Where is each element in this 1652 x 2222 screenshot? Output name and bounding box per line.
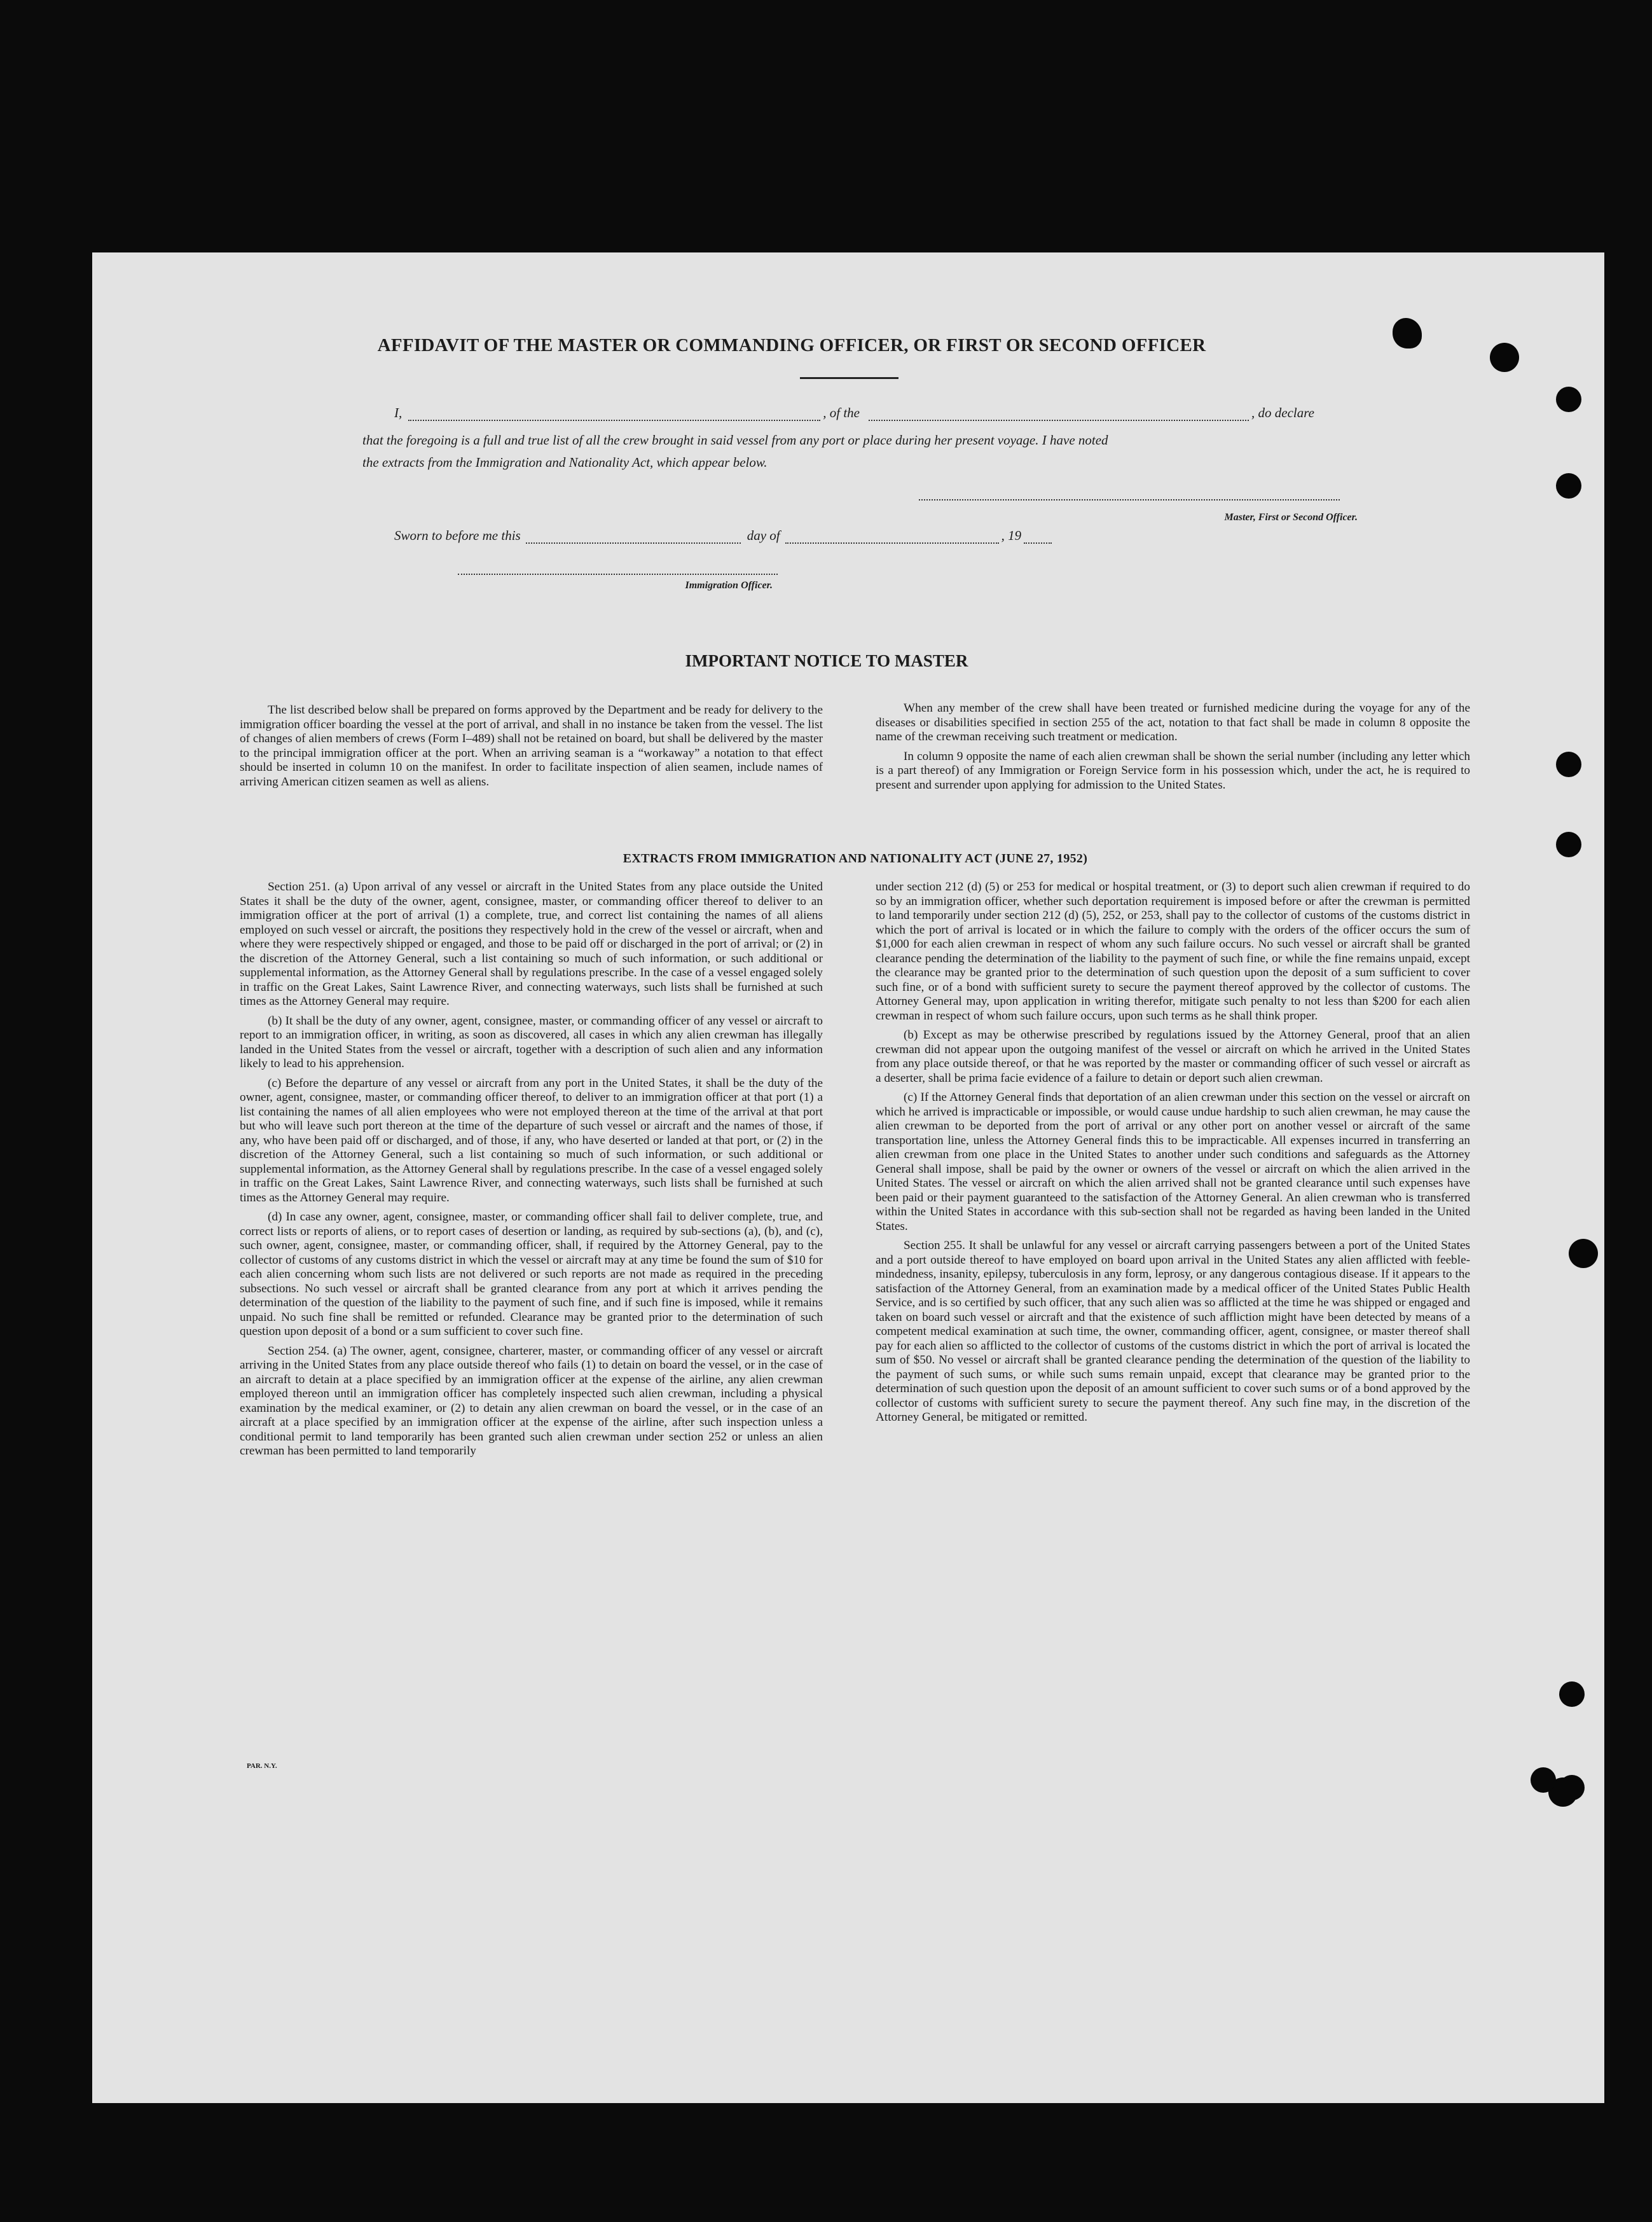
punch-hole <box>1393 318 1422 348</box>
punch-hole <box>1559 1681 1585 1707</box>
affidavit-declare-line <box>394 405 1437 421</box>
notice-paragraph: When any member of the crew shall have been treated or furnished medicine during the voyage for any of the diseases or disabilities specified in section 255 of the act, notation to that fact shall be made in column 8 opposite the name of the crewman receiving such treatment or medication. <box>876 701 1470 743</box>
extract-paragraph: Section 254. (a) The owner, agent, consignee, charterer, master, or commanding officer of any vessel or aircraft arriving in the United States from any place outside thereof who fails (1) to detain on board the vessel, or in the case of an aircraft to detain at a place specified by an immigration officer at the expense of the airline, any alien crewman employed thereon until an immigration officer has completely inspected such alien crewman, including a physical examination by the medical examiner, or (2) to detain any alien crewman on board the vessel, or in the case of an aircraft at a place specified by an immigration officer at the expense of the airline, after such inspection unless a conditional permit to land temporarily has been granted such alien crewman under section 252 or unless an alien crewman has been permitted to land temporarily <box>240 1344 823 1458</box>
day-of-label: day of <box>747 528 780 543</box>
sworn-label: Sworn to before me this <box>394 528 521 543</box>
punch-hole <box>1556 752 1581 777</box>
sworn-day-field[interactable] <box>526 542 741 544</box>
affidavit-statement-line-2: the extracts from the Immigration and Nationality Act, which appear below. <box>362 455 767 470</box>
punch-hole <box>1556 832 1581 857</box>
affidavit-declare-label: , do declare <box>1251 405 1314 420</box>
vessel-name-field[interactable] <box>869 420 1249 421</box>
notice-paragraph: In column 9 opposite the name of each alien crewman shall be shown the serial number (including any letter which is a part thereof) of any Immigration or Foreign Service form in his possession which, under the act, he is required to present and surrender upon applying for admission to the United States. <box>876 749 1470 792</box>
master-name-field[interactable] <box>408 420 820 421</box>
extract-paragraph: Section 255. It shall be unlawful for any vessel or aircraft carrying passengers between a port of the United States and a port outside thereof to have employed on board upon arrival in the United States any alien afflicted with feeble-mindedness, insanity, epilepsy, tuberculosis in any form, leprosy, or any dangerous contagious disease. If it appears to the satisfaction of the Attorney General, from an examination made by a medical officer of the United States Public Health Service, and is so certified by such officer, that any such alien was so afflicted at the time he was shipped or engaged and taken on board such vessel or aircraft and that the existence of such affliction might have been detected by means of a competent medical examination at such time, the owner, commanding officer, agent, consignee, or master thereof shall pay for each alien so afflicted to the collector of customs of the customs district in which the port of arrival is located the sum of $50. No vessel or aircraft shall be granted clearance pending the determination of the question of the liability to the payment of such sums, or while such sums remain unpaid, except that clearance may be granted prior to the determination of such question upon the deposit of an amount sufficient to cover such sums or of a bond approved by the collector of customs with sufficient surety to secure the payment thereof. Any such fine may, in the discretion of the Attorney General, be mitigated or remitted. <box>876 1239 1470 1424</box>
notice-paragraph: The list described below shall be prepared on forms approved by the Department and be ready for delivery to the immigration officer boarding the vessel at the port of arrival, and shall in no instance be taken from the vessel. The list of changes of alien members of crews (Form I–489) shall not be retained on board, but shall be delivered by the master to the principal immigration officer at the port. When an arriving seaman is a “workaway” a notation to that effect should be inserted in column 10 on the manifest. In order to facilitate inspection of alien seamen, include names of arriving American citizen seamen as well as aliens. <box>240 703 823 789</box>
punch-hole <box>1531 1767 1556 1793</box>
notice-left-column <box>240 703 823 794</box>
punch-hole <box>1556 387 1581 412</box>
extracts-title: EXTRACTS FROM IMMIGRATION AND NATIONALITY ACT (JUNE 27, 1952) <box>623 852 1088 866</box>
printer-mark: PAR. N.Y. <box>247 1762 277 1770</box>
affidavit-i-label: I, <box>394 405 403 420</box>
extract-paragraph: (b) Except as may be otherwise prescribed by regulations issued by the Attorney General, proof that an alien crewman did not appear upon the outgoing manifest of the vessel or aircraft on which he arrived in the United States from any place outside thereof, or that he was reported by the master or commanding officer of such vessel or aircraft as a deserter, shall be prima facie evidence of a failure to detain or deport such alien crewman. <box>876 1028 1470 1085</box>
sworn-year-field[interactable] <box>1024 542 1052 544</box>
extract-paragraph: (b) It shall be the duty of any owner, agent, consignee, master, or commanding officer of any vessel or aircraft to report to an immigration officer, in writing, as soon as discovered, all cases in which any alien crewman has illegally landed in the United States from the vessel or aircraft, together with a description of such alien and any information likely to lead to his apprehension. <box>240 1014 823 1070</box>
punch-hole <box>1556 473 1581 499</box>
extracts-right-column <box>876 880 1470 1430</box>
extract-paragraph: (d) In case any owner, agent, consignee, master, or commanding officer shall fail to deliver complete, true, and correct lists or reports of aliens, or to report cases of desertion or landing, as required by sub-sections (a), (b), and (c), such owner, agent, consignee, master, or commanding officer, shall, if required by the Attorney General, pay to the collector of customs of any customs district in which the vessel or aircraft may at any time be found the sum of $10 for each alien concerning whom such lists are not delivered or such reports are not made as required in the preceding subsections. No such vessel or aircraft shall be granted clearance from any port at which it arrives pending the determination of the question of the liability to the payment of such fine, and if such fine is imposed, while it remains unpaid. No such fine shall be remitted or refunded. Clearance may be granted prior to the determination of such question upon deposit of a bond or a sum sufficient to cover such fine. <box>240 1210 823 1338</box>
punch-hole <box>1490 343 1519 372</box>
year-label: , 19 <box>1001 528 1022 543</box>
officer-signature-label: Immigration Officer. <box>685 580 773 591</box>
affidavit-statement-line-1: that the foregoing is a full and true list of all the crew brought in said vessel from any port or place during her present voyage. I have noted <box>362 432 1108 448</box>
extract-paragraph: (c) If the Attorney General finds that deportation of an alien crewman under this section on the vessel or aircraft on which he arrived is impracticable or impossible, or would cause undue hardship to such alien crewman, he may cause the alien crewman to be deported from the port of arrival or any other port on another vessel or aircraft of the same transportation line, unless the Attorney General finds this to be impracticable. All expenses incurred in transferring an alien crewman from one place in the United States to another under such conditions and safeguards as the Attorney General shall impose, shall be paid by the owner or owners of the vessel or aircraft on which the alien arrived in the United States. The vessel or aircraft on which the alien arrived shall not be granted clearance until such expenses have been paid or their payment guaranteed to the satisfaction of the Attorney General. An alien crewman who is transferred within the United States in accordance with this sub-section shall not be regarded as having been landed in the United States. <box>876 1091 1470 1233</box>
master-signature-label: Master, First or Second Officer. <box>1224 512 1358 523</box>
extract-paragraph: under section 212 (d) (5) or 253 for medical or hospital treatment, or (3) to deport such alien crewman if required to do so by an immigration officer, whether such deportation requirement is imposed before or after the crewman is permitted to land temporarily under section 212 (d) (5), 252, or 253, shall pay to the collector of customs of the customs district in which the port of arrival is located or in which the failure to comply with the orders of the officer occurs the sum of $1,000 for each alien crewman in respect of whom any such failure occurs. No such vessel or aircraft shall be granted clearance pending the determination of the liability to the payment of such fine, or while the fine remains unpaid, except the clearance may be granted prior to the determination of such question upon the deposit of a sum sufficient to cover such fine, or of a bond with sufficient surety to secure the payment thereof approved by the collector of customs. The Attorney General may, upon application in writing therefor, mitigate such penalty to not less than $200 for each alien crewman in respect of whom such failure occurs, upon such terms as he shall think proper. <box>876 880 1470 1023</box>
sworn-month-field[interactable] <box>785 542 999 544</box>
extract-paragraph: Section 251. (a) Upon arrival of any vessel or aircraft in the United States from any place outside the United States it shall be the duty of the owner, agent, consignee, master, or commanding officer thereof to deliver to an immigration officer at the port of arrival (1) a complete, true, and correct list containing the names of all aliens employed on such vessel or aircraft, the positions they respectively hold in the crew of the vessel or aircraft, when and where they were respectively shipped or engaged, and those to be paid off or discharged in the port of arrival; or (2) in the discretion of the Attorney General, such a list containing so much of such information, or such additional or supplemental information, as the Attorney General shall by regulations prescribe. In the case of a vessel engaged solely in traffic on the Great Lakes, Saint Lawrence River, and connecting waterways, such lists shall be furnished at such times as the Attorney General may require. <box>240 880 823 1008</box>
extract-paragraph: (c) Before the departure of any vessel or aircraft from any port in the United States, it shall be the duty of the owner, agent, consignee, master, or commanding officer thereof, to deliver to an immigration officer at that port (1) a list containing the names of all alien employees who were not employed thereon at the time of the arrival at that port but who will leave such port thereon at the time of the departure of such vessel or aircraft and the names of those, if any, who have been paid off or discharged, and of those, if any, who have deserted or landed at that port, or (2) in the discretion of the Attorney General, such a list containing so much of such information, or such additional or supplemental information, as the Attorney General shall by regulations prescribe. In the case of a vessel engaged solely in traffic on the Great Lakes, Saint Lawrence River, and connecting waterways, such lists shall be furnished at such times as the Attorney General may require. <box>240 1076 823 1204</box>
affidavit-of-the-label: , of the <box>823 405 860 420</box>
title-underline <box>800 377 898 379</box>
master-signature-field[interactable] <box>919 499 1340 500</box>
document-page <box>92 252 1604 2103</box>
extracts-left-column <box>240 880 823 1464</box>
notice-title: IMPORTANT NOTICE TO MASTER <box>685 651 968 670</box>
punch-hole <box>1569 1239 1598 1268</box>
affidavit-title: AFFIDAVIT OF THE MASTER OR COMMANDING OFFICER, OR FIRST OR SECOND OFFICER <box>377 335 1206 355</box>
sworn-line <box>394 528 1183 544</box>
officer-signature-field[interactable] <box>458 574 778 575</box>
notice-right-column <box>876 701 1470 797</box>
